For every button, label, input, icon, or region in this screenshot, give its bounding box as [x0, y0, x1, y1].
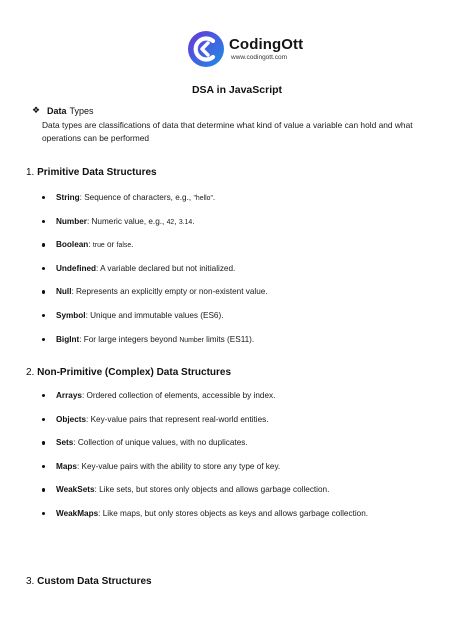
- list-item-maps: [42, 462, 462, 486]
- item-code: true: [92, 242, 105, 250]
- item-term: WeakSets: [56, 485, 95, 495]
- bullet-dot-icon: [42, 338, 45, 341]
- diamond-bullet-icon: ❖: [32, 105, 41, 115]
- bullet-dot-icon: [42, 512, 45, 515]
- intro-heading-bold: Data: [47, 105, 67, 116]
- list-item-boolean: [42, 240, 462, 264]
- item-code: 3.14: [178, 218, 193, 226]
- item-code: 42: [166, 218, 175, 226]
- section-title: Non-Primitive (Complex) Data Structures: [37, 367, 232, 378]
- list-item-symbol: [42, 311, 462, 335]
- list-item-number: [42, 217, 462, 241]
- bullet-dot-icon: [42, 220, 45, 223]
- item-text: : Key-value pairs with the ability to store any type of key.: [76, 461, 281, 471]
- list-item-undefined: [42, 264, 462, 288]
- item-text: : Represents an explicitly empty or non-existent value.: [71, 287, 268, 297]
- item-text: or: [104, 240, 117, 250]
- list-item-string: [42, 193, 462, 217]
- non-primitive-list: [42, 391, 462, 533]
- item-text: : Unique and immutable values (ES6).: [85, 310, 224, 320]
- item-term: Boolean: [56, 240, 89, 250]
- section-heading-custom: [26, 576, 152, 587]
- item-text: .: [192, 216, 195, 226]
- item-term: Objects: [56, 414, 87, 424]
- item-term: Number: [56, 216, 87, 226]
- primitive-list: [42, 193, 462, 358]
- list-item-null: [42, 287, 462, 311]
- item-term: WeakMaps: [56, 508, 99, 518]
- item-term: Maps: [56, 461, 77, 471]
- logo-name: CodingOtt: [229, 36, 304, 53]
- data-types-intro: [32, 105, 452, 144]
- item-text: : A variable declared but not initialized.: [96, 263, 236, 273]
- list-item-bigint: [42, 335, 462, 359]
- item-code: false: [116, 242, 132, 250]
- bullet-dot-icon: [42, 488, 45, 491]
- item-text: : Ordered collection of elements, accessible by index.: [81, 391, 276, 400]
- section-number: 1.: [26, 167, 35, 178]
- section-heading-non-primitive: [26, 367, 231, 378]
- item-term: Symbol: [56, 310, 86, 320]
- intro-heading: [32, 105, 452, 116]
- item-code: Number: [179, 336, 204, 344]
- section-number: 2.: [26, 367, 35, 378]
- item-text: : Collection of unique values, with no duplicates.: [73, 438, 248, 448]
- list-item-weakmaps: [42, 509, 462, 533]
- item-text: : Sequence of characters, e.g.,: [79, 193, 194, 202]
- bullet-dot-icon: [42, 465, 45, 468]
- bullet-dot-icon: [42, 243, 45, 246]
- bullet-dot-icon: [42, 418, 45, 421]
- codingott-logo: [187, 30, 327, 74]
- logo-url: www.codingott.com: [231, 54, 287, 61]
- bullet-dot-icon: [42, 196, 45, 199]
- item-text: ,: [174, 216, 179, 226]
- section-title: Custom Data Structures: [37, 576, 152, 587]
- item-term: Sets: [56, 438, 74, 448]
- section-number: 3.: [26, 576, 35, 587]
- section-title: Primitive Data Structures: [37, 167, 157, 178]
- bullet-dot-icon: [42, 441, 45, 444]
- bullet-dot-icon: [42, 314, 45, 317]
- codingott-logo-icon: [187, 30, 225, 68]
- item-text: limits (ES11).: [203, 334, 255, 344]
- intro-heading-rest: Types: [69, 105, 94, 116]
- bullet-dot-icon: [42, 290, 45, 293]
- item-term: String: [56, 193, 80, 202]
- item-term: Null: [56, 287, 72, 297]
- document-title: DSA in JavaScript: [191, 84, 283, 96]
- item-term: Arrays: [56, 391, 82, 400]
- intro-body: Data types are classifications of data that determine what kind of value a variable can hold and what operations can be performed: [42, 120, 413, 143]
- item-text: .: [212, 193, 216, 202]
- item-text: : Numeric value, e.g.,: [86, 216, 167, 226]
- item-text: :: [88, 240, 93, 250]
- bullet-dot-icon: [42, 394, 45, 397]
- list-item-arrays: [42, 391, 462, 415]
- item-text: : Like maps, but only stores objects as keys and allows garbage collection.: [98, 508, 369, 518]
- item-text: : Key-value pairs that represent real-world entities.: [86, 414, 269, 424]
- item-text: : For large integers beyond: [79, 334, 180, 344]
- list-item-sets: [42, 438, 462, 462]
- list-item-weaksets: [42, 485, 462, 509]
- item-code: "hello": [193, 195, 213, 202]
- item-term: BigInt: [56, 334, 80, 344]
- item-text: : Like sets, but stores only objects and allows garbage collection.: [94, 485, 330, 495]
- item-term: Undefined: [56, 263, 97, 273]
- item-text: .: [131, 240, 134, 250]
- section-heading-primitive: [26, 167, 157, 178]
- list-item-objects: [42, 415, 462, 439]
- bullet-dot-icon: [42, 267, 45, 270]
